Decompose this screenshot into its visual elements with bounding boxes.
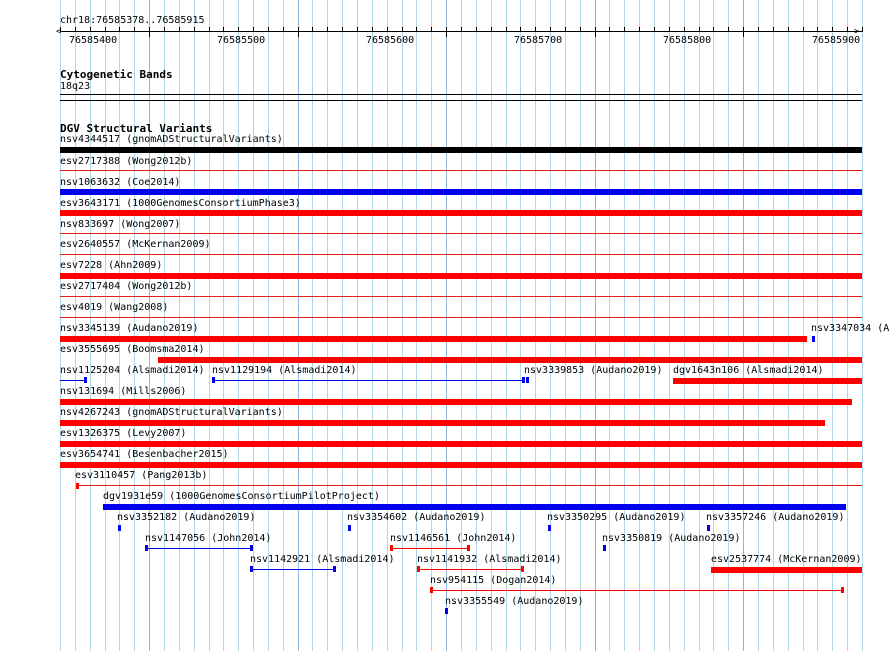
ruler-tick-label: 76585400	[69, 35, 118, 46]
feature-label[interactable]: nsv3354602 (Audano2019)	[347, 512, 486, 523]
feature-bar[interactable]	[548, 525, 551, 531]
feature-bar[interactable]	[213, 380, 525, 381]
dgv-track-header[interactable]: DGV Structural Variants	[60, 122, 213, 135]
feature-label[interactable]: nsv1142921 (Alsmadi2014)	[250, 554, 395, 565]
feature-bar[interactable]	[707, 525, 710, 531]
feature-label[interactable]: nsv1141932 (Alsmadi2014)	[417, 554, 562, 565]
cytoband-label[interactable]: 18q23	[60, 81, 91, 92]
feature-bar[interactable]	[348, 525, 351, 531]
feature-label[interactable]: nsv4267243 (gnomADStructuralVariants)	[60, 407, 283, 418]
feature-label[interactable]: esv4019 (Wang2008)	[60, 302, 169, 313]
feature-label[interactable]: nsv833697 (Wong2007)	[60, 219, 181, 230]
ruler-tick-label: 76585900	[812, 35, 861, 46]
feature-label[interactable]: esv1326375 (Levy2007)	[60, 428, 187, 439]
feature-label[interactable]: nsv3355549 (Audano2019)	[445, 596, 584, 607]
feature-bar[interactable]	[250, 545, 253, 551]
track-divider	[60, 100, 862, 101]
feature-label[interactable]: dgv1931e59 (1000GenomesConsortiumPilotProject)	[103, 491, 380, 502]
feature-bar[interactable]	[60, 210, 862, 216]
feature-bar[interactable]	[60, 441, 862, 447]
feature-bar[interactable]	[431, 590, 843, 591]
feature-label[interactable]: nsv3350295 (Audano2019)	[547, 512, 686, 523]
feature-bar[interactable]	[103, 504, 846, 510]
feature-label[interactable]: esv2640557 (McKernan2009)	[60, 239, 211, 250]
feature-label[interactable]: nsv3357246 (Audano2019)	[706, 512, 845, 523]
feature-bar[interactable]	[146, 548, 252, 549]
feature-bar[interactable]	[76, 483, 79, 489]
feature-bar[interactable]	[673, 378, 862, 384]
feature-label[interactable]: nsv1147056 (John2014)	[145, 533, 272, 544]
ruler-left-arrow-icon: <	[56, 27, 62, 37]
feature-label[interactable]: nsv954115 (Dogan2014)	[430, 575, 557, 586]
feature-bar[interactable]	[445, 608, 448, 614]
feature-bar[interactable]	[158, 357, 862, 363]
feature-label[interactable]: esv7228 (Ahn2009)	[60, 260, 163, 271]
feature-bar[interactable]	[60, 170, 862, 171]
feature-label[interactable]: nsv3339853 (Audano2019)	[524, 365, 663, 376]
feature-label[interactable]: esv3654741 (Besenbacher2015)	[60, 449, 229, 460]
feature-label[interactable]: nsv1146561 (John2014)	[390, 533, 517, 544]
feature-bar[interactable]	[812, 336, 815, 342]
feature-label[interactable]: nsv1125204 (Alsmadi2014)	[60, 365, 205, 376]
feature-bar[interactable]	[79, 485, 862, 486]
ruler-right-arrow-icon: >	[854, 27, 860, 37]
feature-label[interactable]: nsv3345139 (Audano2019)	[60, 323, 199, 334]
feature-bar[interactable]	[841, 587, 844, 593]
ruler-tick-label: 76585700	[514, 35, 563, 46]
feature-bar[interactable]	[60, 147, 862, 153]
feature-bar[interactable]	[60, 336, 807, 342]
feature-label[interactable]: esv3110457 (Pang2013b)	[75, 470, 208, 481]
feature-bar[interactable]	[60, 189, 862, 195]
feature-label[interactable]: nsv3352182 (Audano2019)	[117, 512, 256, 523]
feature-label[interactable]: nsv1129194 (Alsmadi2014)	[212, 365, 357, 376]
feature-bar[interactable]	[60, 273, 862, 279]
cytoband-band	[60, 94, 862, 95]
feature-bar[interactable]	[391, 548, 470, 549]
feature-bar[interactable]	[60, 317, 862, 318]
feature-label[interactable]: esv2537774 (McKernan2009)	[711, 554, 862, 565]
ruler-tick-label: 76585600	[366, 35, 415, 46]
feature-bar[interactable]	[711, 567, 862, 573]
feature-label[interactable]: nsv131694 (Mills2006)	[60, 386, 187, 397]
feature-bar[interactable]	[60, 399, 852, 405]
feature-bar[interactable]	[60, 380, 86, 381]
feature-bar[interactable]	[522, 377, 525, 383]
feature-bar[interactable]	[60, 233, 862, 234]
feature-label[interactable]: nsv3347034 (A	[811, 323, 890, 334]
ruler-tick-label: 76585500	[217, 35, 266, 46]
ruler-axis	[60, 31, 862, 32]
feature-label[interactable]: esv2717388 (Wong2012b)	[60, 156, 193, 167]
feature-bar[interactable]	[118, 525, 121, 531]
feature-label[interactable]: esv2717404 (Wong2012b)	[60, 281, 193, 292]
feature-bar[interactable]	[60, 462, 862, 468]
feature-bar[interactable]	[60, 420, 825, 426]
feature-bar[interactable]	[526, 377, 529, 383]
feature-bar[interactable]	[521, 566, 524, 572]
feature-bar[interactable]	[603, 545, 606, 551]
ruler-tick-label: 76585800	[663, 35, 712, 46]
feature-bar[interactable]	[84, 377, 87, 383]
feature-label[interactable]: esv3643171 (1000GenomesConsortiumPhase3)	[60, 198, 301, 209]
feature-bar[interactable]	[467, 545, 470, 551]
feature-bar[interactable]	[333, 566, 336, 572]
cytoband-track-header[interactable]: Cytogenetic Bands	[60, 68, 173, 81]
feature-label[interactable]: esv3555695 (Boomsma2014)	[60, 344, 205, 355]
feature-label[interactable]: nsv4344517 (gnomADStructuralVariants)	[60, 134, 283, 145]
feature-bar[interactable]	[251, 569, 335, 570]
feature-bar[interactable]	[418, 569, 523, 570]
feature-bar[interactable]	[60, 254, 862, 255]
feature-bar[interactable]	[60, 296, 862, 297]
feature-label[interactable]: nsv1063632 (Coe2014)	[60, 177, 181, 188]
feature-label[interactable]: nsv3350819 (Audano2019)	[602, 533, 741, 544]
ruler-title: chr18:76585378..76585915	[60, 15, 205, 26]
feature-label[interactable]: dgv1643n106 (Alsmadi2014)	[673, 365, 824, 376]
